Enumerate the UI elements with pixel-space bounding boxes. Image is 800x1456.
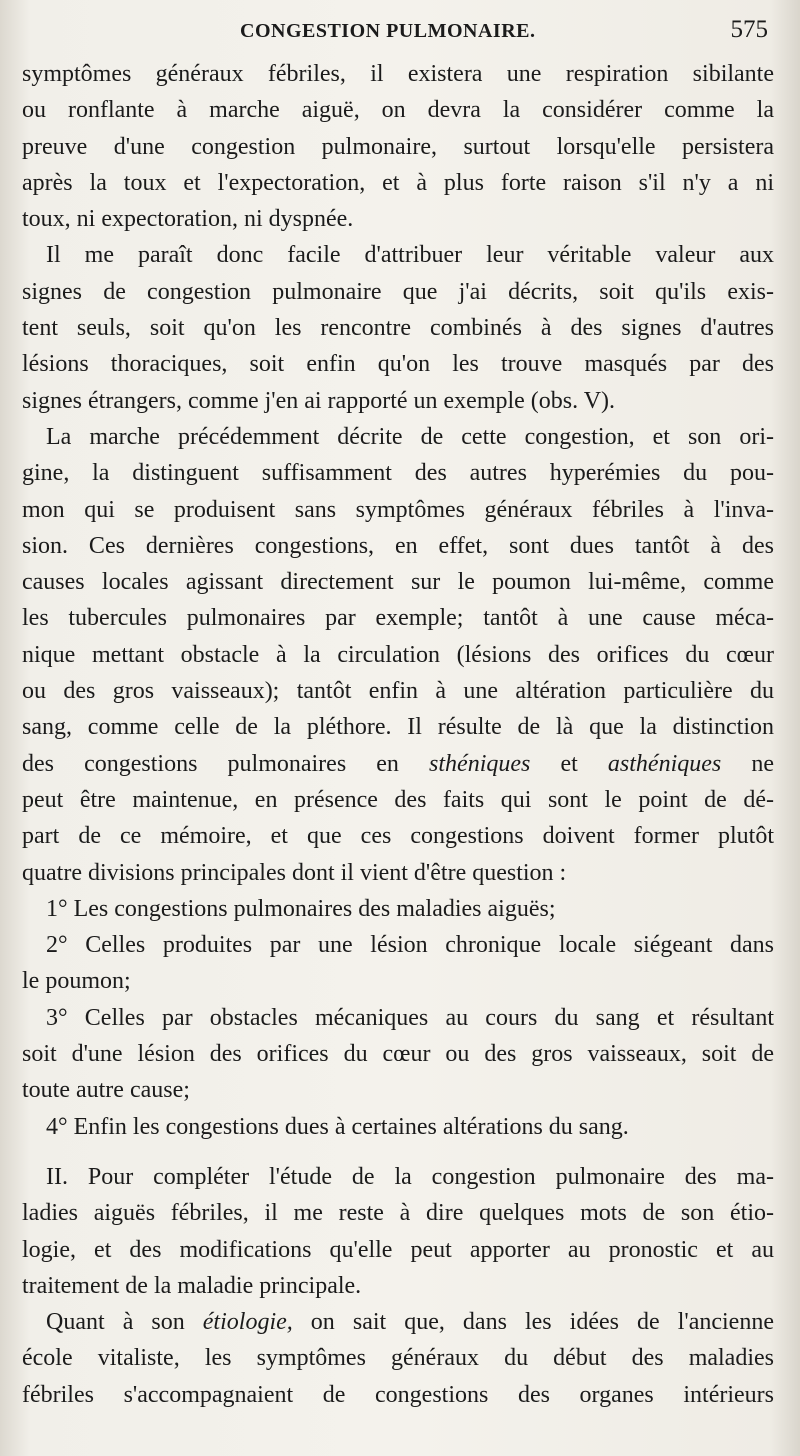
text-line: école vitaliste, les symptômes généraux du début des maladies: [22, 1345, 774, 1372]
text-line: quatre divisions principales dont il vient d'être question :: [22, 859, 567, 886]
text-line: mon qui se produisent sans symptômes généraux fébriles à l'inva-: [22, 496, 774, 523]
page-number: 575: [730, 16, 768, 43]
page-header: [0, 16, 800, 48]
text-line: signes étrangers, comme j'en ai rapporté un exemple (obs. V).: [22, 387, 616, 414]
text-line: après la toux et l'expectoration, et à plus forte raison s'il n'y a ni: [22, 169, 774, 196]
italic-term: étiologie,: [202, 1309, 293, 1336]
text-line: ou ronflante à marche aiguë, on devra la considérer comme la: [22, 97, 774, 124]
text-line: preuve d'une congestion pulmonaire, surtout lorsqu'elle persistera: [22, 133, 774, 160]
text-segment: et: [530, 750, 608, 777]
list-item: 2° Celles produites par une lésion chronique locale siégeant dans: [46, 932, 774, 959]
text-line: les tubercules pulmonaires par exemple; tantôt à une cause méca-: [22, 605, 774, 632]
text-segment: on sait que, dans les idées de l'ancienne: [292, 1309, 774, 1336]
text-line: Il me paraît donc facile d'attribuer leur véritable valeur aux: [46, 242, 774, 269]
text-line: II. Pour compléter l'étude de la congestion pulmonaire des ma-: [46, 1163, 774, 1190]
section-gap: [22, 1145, 774, 1159]
italic-term: asthéniques: [607, 750, 722, 777]
text-line: fébriles s'accompagnaient de congestions des organes intérieurs: [22, 1381, 774, 1408]
list-item: 4° Enfin les congestions dues à certaines altérations du sang.: [46, 1113, 629, 1140]
text-line: traitement de la maladie principale.: [22, 1272, 362, 1299]
text-line: peut être maintenue, en présence des faits qui sont le point de dé-: [22, 786, 774, 813]
text-line: soit d'une lésion des orifices du cœur ou des gros vaisseaux, soit de: [22, 1041, 774, 1068]
text-line: signes de congestion pulmonaire que j'ai décrits, soit qu'ils exis-: [22, 278, 774, 305]
text-line: La marche précédemment décrite de cette congestion, et son ori-: [46, 423, 774, 450]
text-line: nique mettant obstacle à la circulation (lésions des orifices du cœur: [22, 641, 774, 668]
text-line: toux, ni expectoration, ni dyspnée.: [22, 206, 354, 233]
text-segment: Quant à son: [46, 1309, 203, 1336]
text-line: gine, la distinguent suffisamment des autres hyperémies du pou-: [22, 460, 774, 487]
text-segment: des congestions pulmonaires en: [22, 750, 430, 777]
text-line: causes locales agissant directement sur le poumon lui-même, comme: [22, 569, 774, 596]
text-line: symptômes généraux fébriles, il existera une respiration sibilante: [22, 61, 774, 87]
list-item: 3° Celles par obstacles mécaniques au cours du sang et résultant: [46, 1004, 774, 1031]
text-line: sang, comme celle de la pléthore. Il résulte de là que la distinction: [22, 714, 774, 741]
italic-term: sthéniques: [429, 750, 531, 777]
body-text: [22, 56, 774, 1413]
text-line-mixed: [22, 1304, 774, 1340]
text-line: ou des gros vaisseaux); tantôt enfin à une altération particulière du: [22, 678, 774, 705]
text-line: logie, et des modifications qu'elle peut apporter au pronostic et au: [22, 1236, 774, 1263]
text-line: lésions thoraciques, soit enfin qu'on les trouve masqués par des: [22, 351, 774, 378]
text-line: ladies aiguës fébriles, il me reste à dire quelques mots de son étio-: [22, 1200, 774, 1227]
text-line: le poumon;: [22, 968, 131, 995]
text-line: toute autre cause;: [22, 1077, 190, 1104]
text-line: sion. Ces dernières congestions, en effet, sont dues tantôt à des: [22, 532, 774, 559]
text-line-mixed: [22, 746, 774, 782]
text-segment: ne: [721, 750, 774, 777]
text-line: part de ce mémoire, et que ces congestions doivent former plutôt: [22, 823, 774, 850]
text-line: tent seuls, soit qu'on les rencontre combinés à des signes d'autres: [22, 315, 774, 342]
running-head: CONGESTION PULMONAIRE.: [240, 20, 536, 42]
list-item: 1° Les congestions pulmonaires des maladies aiguës;: [46, 895, 556, 922]
